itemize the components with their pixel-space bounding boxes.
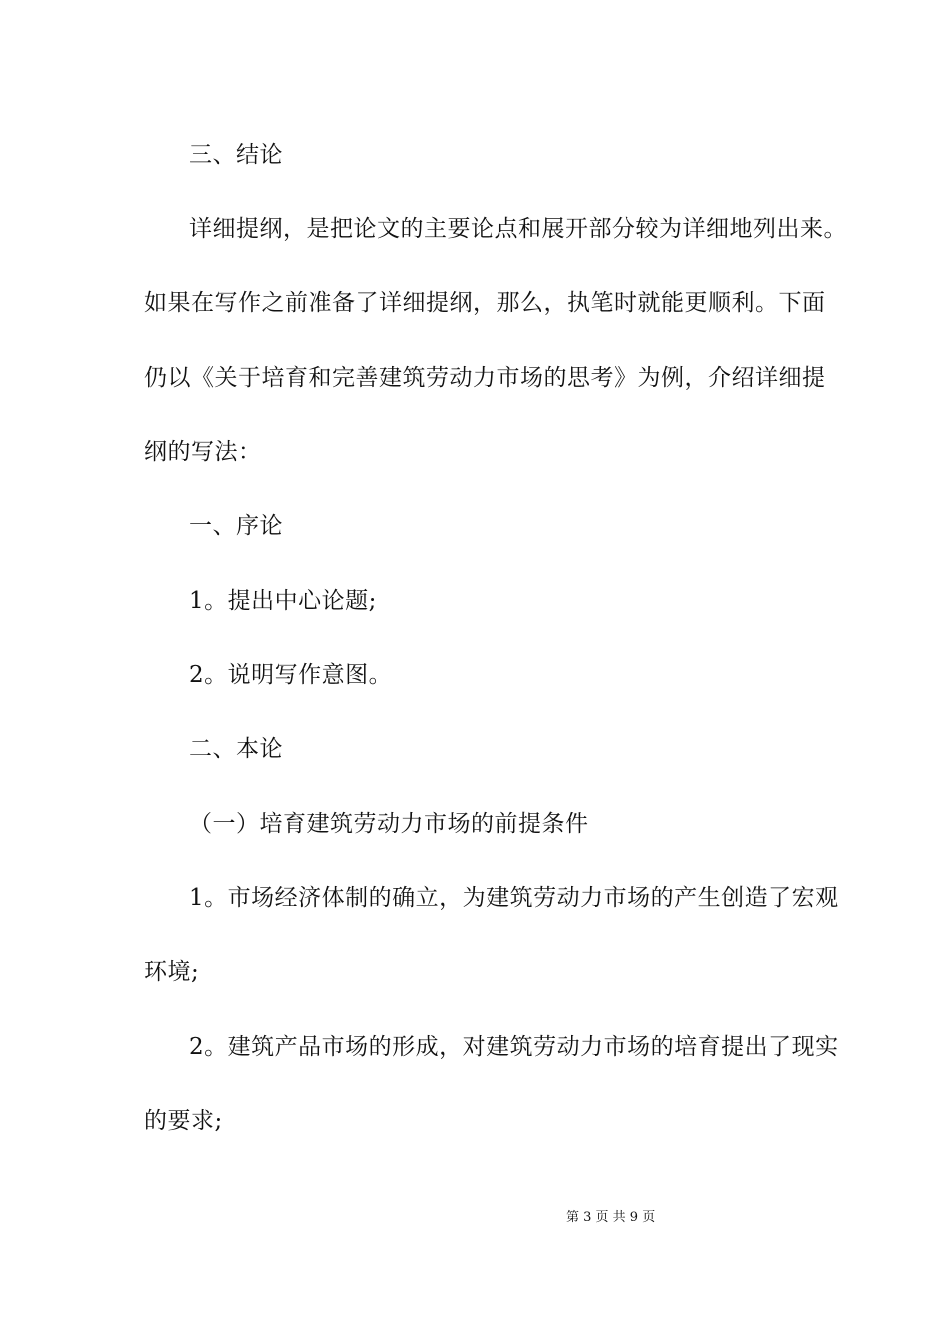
list-item: 1。提出中心论题; (189, 588, 377, 614)
list-item: 2。建筑产品市场的形成，对建筑劳动力市场的培育提出了现实 (189, 1034, 839, 1060)
heading-main-body: 二、本论 (189, 736, 283, 762)
heading-conclusion: 三、结论 (189, 142, 283, 168)
subheading: （一）培育建筑劳动力市场的前提条件 (189, 811, 589, 837)
list-item-continuation: 的要求; (144, 1108, 223, 1134)
paragraph-line: 如果在写作之前准备了详细提纲，那么，执笔时就能更顺利。下面 (144, 290, 826, 316)
paragraph-line: 仍以《关于培育和完善建筑劳动力市场的思考》为例，介绍详细提 (144, 365, 826, 391)
paragraph-line: 纲的写法： (144, 439, 262, 465)
list-item: 2。说明写作意图。 (189, 662, 393, 688)
list-item: 1。市场经济体制的确立，为建筑劳动力市场的产生创造了宏观 (189, 885, 839, 911)
heading-introduction: 一、序论 (189, 513, 283, 539)
page-number-footer: 第 3 页 共 9 页 (566, 1210, 656, 1225)
paragraph-line: 详细提纲，是把论文的主要论点和展开部分较为详细地列出来。 (189, 216, 847, 242)
list-item-continuation: 环境; (144, 959, 200, 985)
